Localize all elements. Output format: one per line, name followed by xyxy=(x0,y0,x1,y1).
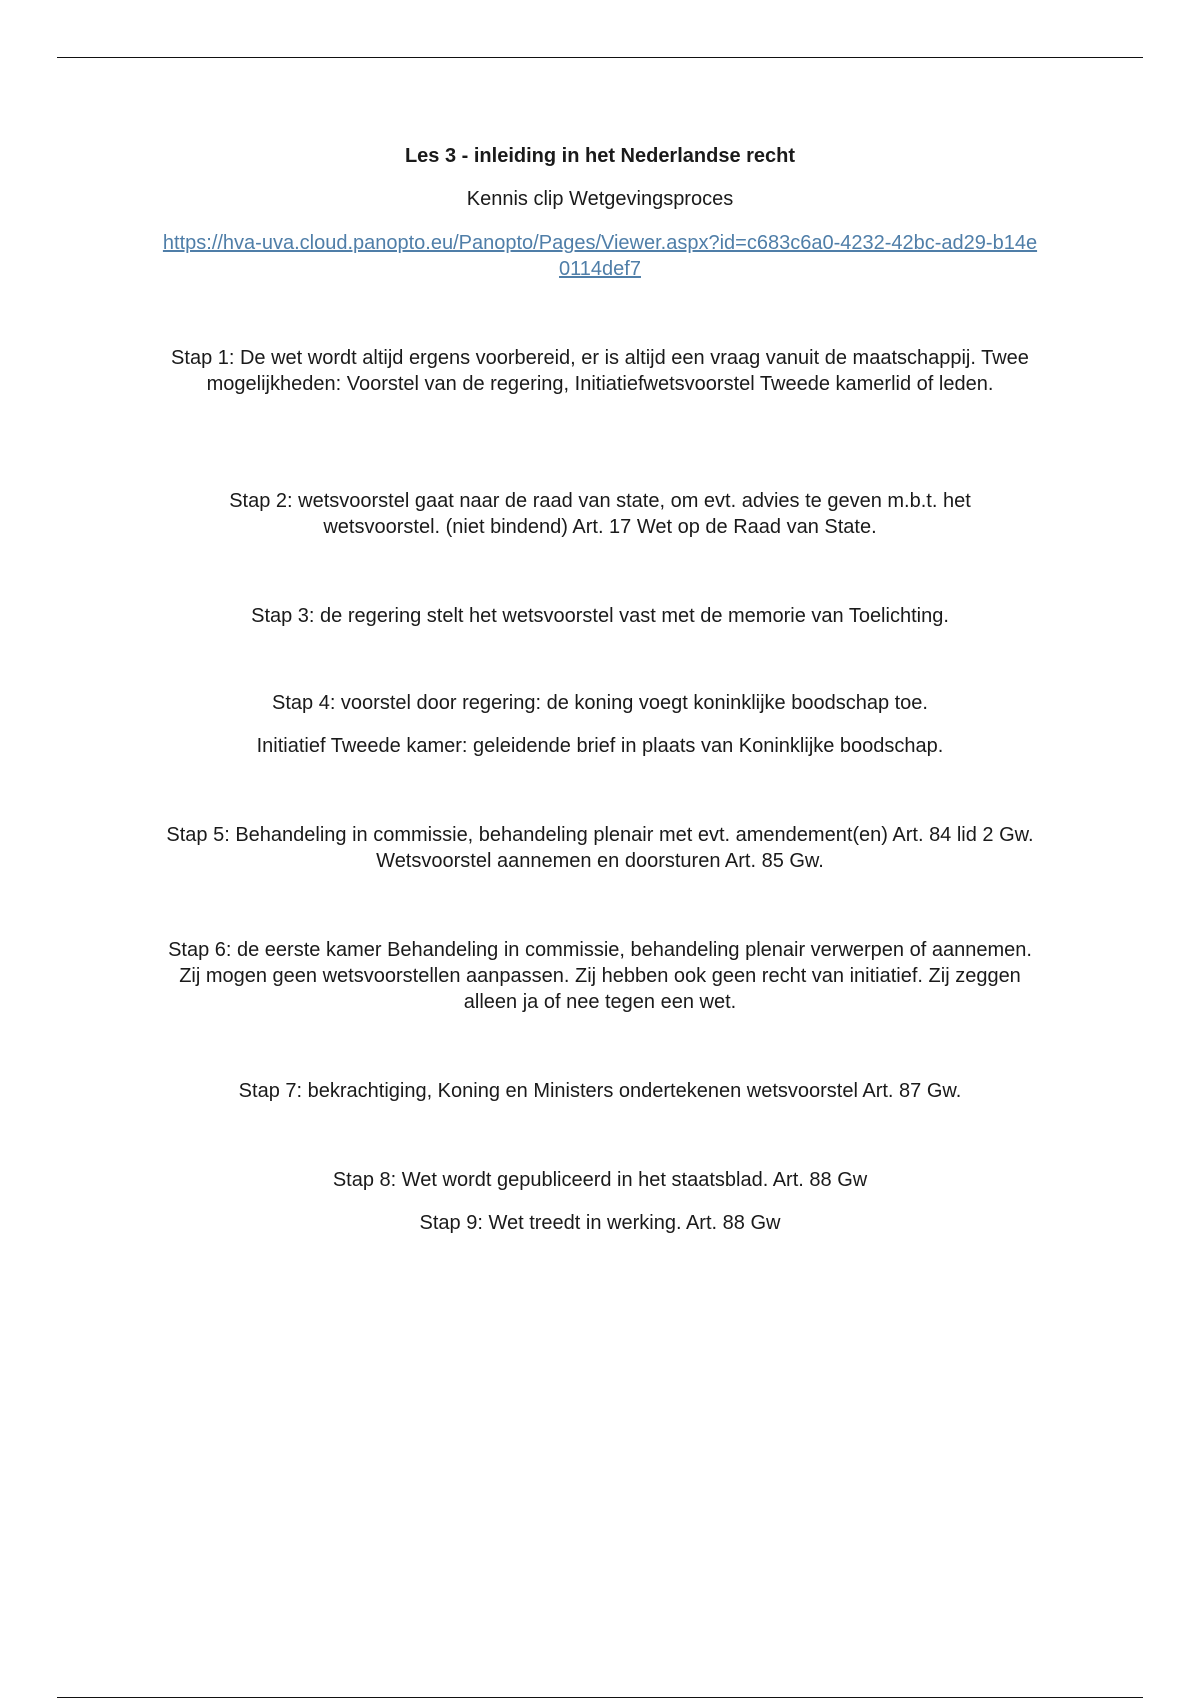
step-1: Stap 1: De wet wordt altijd ergens voorbereid, er is altijd een vraag vanuit de maatschappij. Twee mogelijkheden: Voorstel van de regering, Initiatiefwetsvoorstel Tweede kamerlid of leden. xyxy=(171,347,1029,395)
step-8: Stap 8: Wet wordt gepubliceerd in het staatsblad. Art. 88 Gw xyxy=(332,1169,868,1191)
step-7: Stap 7: bekrachtiging, Koning en Ministers ondertekenen wetsvoorstel Art. 87 Gw. xyxy=(238,1080,962,1102)
step-9: Stap 9: Wet treedt in werking. Art. 88 Gw xyxy=(419,1212,781,1234)
step-6: Stap 6: de eerste kamer Behandeling in commissie, behandeling plenair verwerpen of aannemen. Zij mogen geen wetsvoorstellen aanpassen. Zij hebben ook geen recht van initiatief. Zij zeggen alleen ja of nee tegen een wet. xyxy=(168,939,1032,1013)
bottom-rule xyxy=(57,1697,1143,1698)
panopto-link[interactable]: https://hva-uva.cloud.panopto.eu/Panopto/Pages/Viewer.aspx?id=c683c6a0-4232-42bc-ad29-b14e0114def7 xyxy=(162,232,1038,280)
step-2: Stap 2: wetsvoorstel gaat naar de raad van state, om evt. advies te geven m.b.t. het wetsvoorstel. (niet bindend) Art. 17 Wet op de Raad van State. xyxy=(229,490,971,538)
link-paragraph xyxy=(160,230,1040,282)
step-4-initiative: Initiatief Tweede kamer: geleidende brief in plaats van Koninklijke boodschap. xyxy=(256,735,944,757)
step-5: Stap 5: Behandeling in commissie, behandeling plenair met evt. amendement(en) Art. 84 lid 2 Gw. Wetsvoorstel aannemen en doorsturen Art. 85 Gw. xyxy=(166,824,1034,872)
document-subtitle: Kennis clip Wetgevingsproces xyxy=(466,188,734,210)
step-4: Stap 4: voorstel door regering: de koning voegt koninklijke boodschap toe. xyxy=(272,692,928,714)
document-title: Les 3 - inleiding in het Nederlandse recht xyxy=(404,145,796,167)
step-3: Stap 3: de regering stelt het wetsvoorstel vast met de memorie van Toelichting. xyxy=(251,605,949,627)
top-rule xyxy=(57,57,1143,58)
